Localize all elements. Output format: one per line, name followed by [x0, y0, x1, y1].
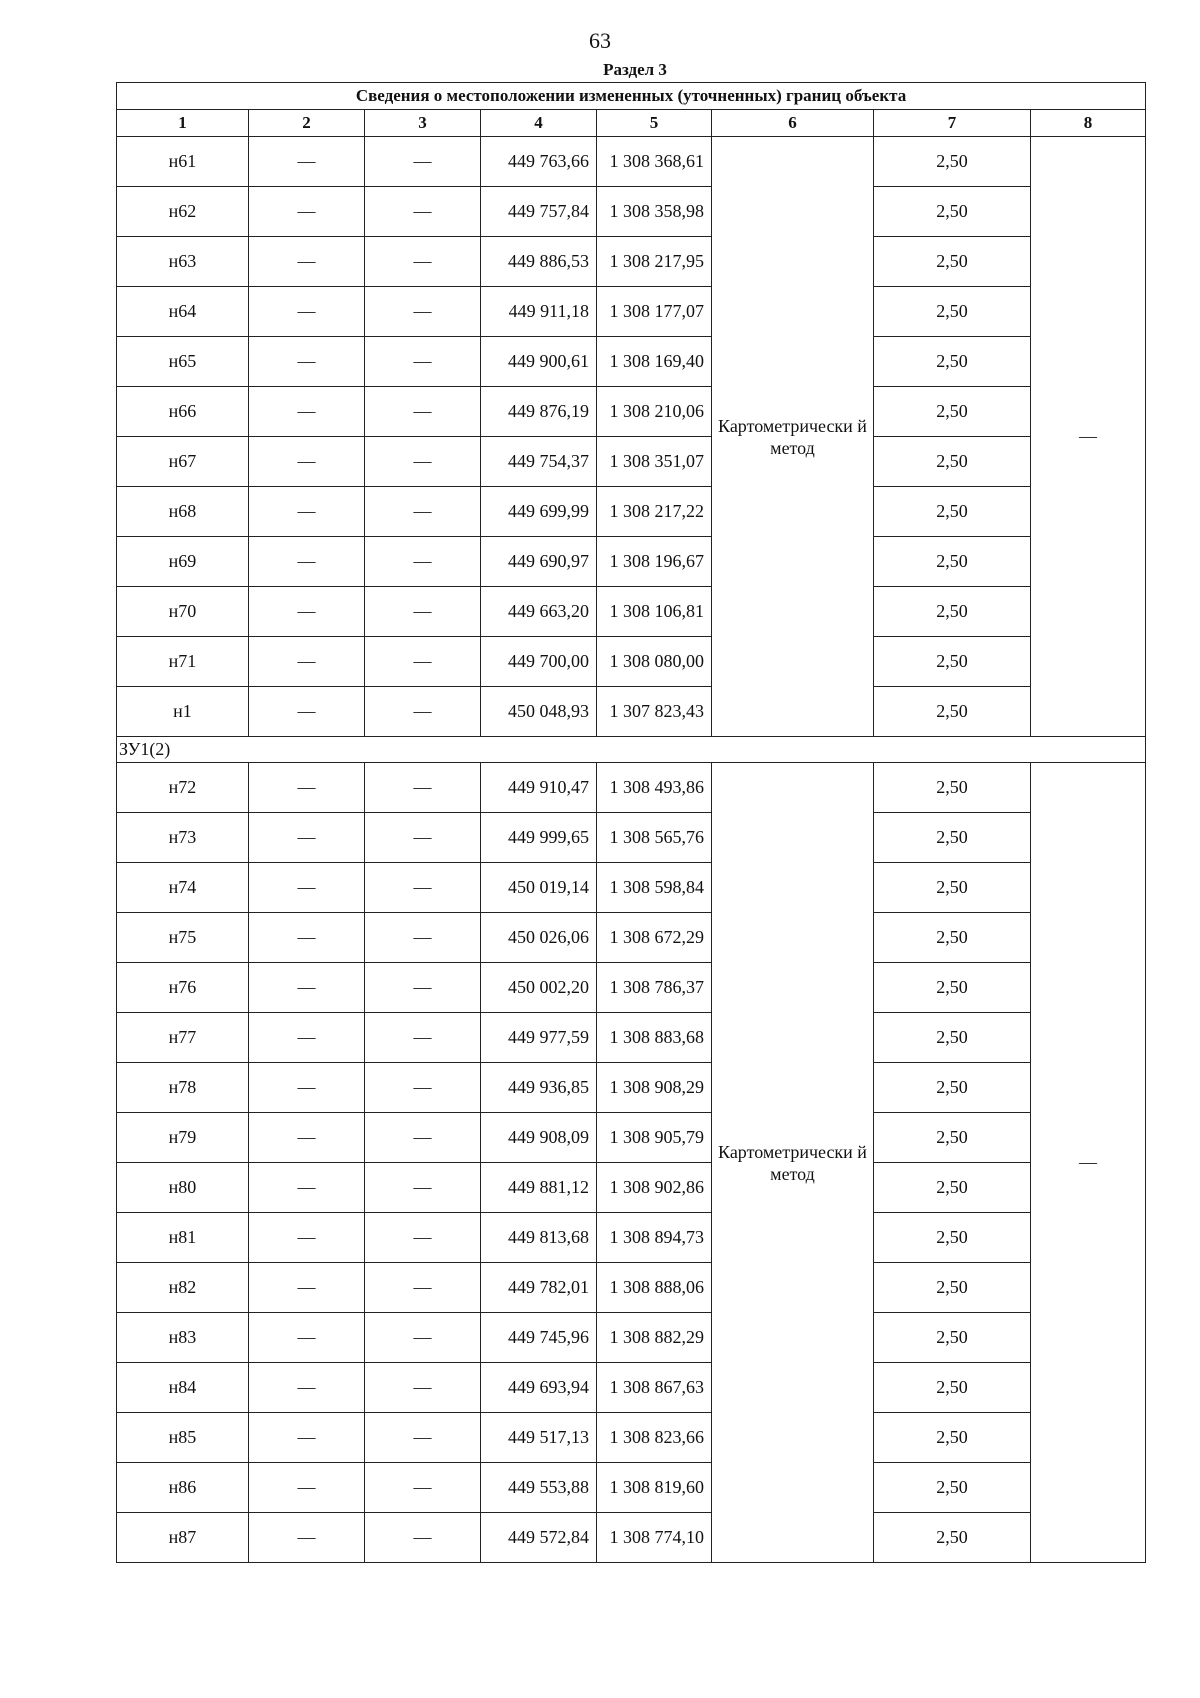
dash-cell: — — [365, 913, 481, 963]
dash-cell: — — [249, 487, 365, 537]
table-row — [117, 287, 1146, 337]
table-row — [117, 687, 1146, 737]
accuracy: 2,50 — [874, 1063, 1031, 1113]
coord-x: 449 910,47 — [481, 763, 597, 813]
coord-y: 1 308 902,86 — [597, 1163, 712, 1213]
coord-x: 449 876,19 — [481, 387, 597, 437]
dash-cell: — — [249, 1313, 365, 1363]
dash-cell: — — [365, 1113, 481, 1163]
coord-x: 449 977,59 — [481, 1013, 597, 1063]
accuracy: 2,50 — [874, 1213, 1031, 1263]
point-name: н71 — [117, 637, 249, 687]
coord-x: 449 900,61 — [481, 337, 597, 387]
coord-y: 1 308 819,60 — [597, 1463, 712, 1513]
coord-y: 1 308 598,84 — [597, 863, 712, 913]
coord-y: 1 308 774,10 — [597, 1513, 712, 1563]
accuracy: 2,50 — [874, 237, 1031, 287]
table-caption-row — [117, 83, 1146, 110]
coord-x: 449 690,97 — [481, 537, 597, 587]
dash-cell: — — [365, 137, 481, 187]
coord-y: 1 308 368,61 — [597, 137, 712, 187]
point-name: н1 — [117, 687, 249, 737]
point-name: н79 — [117, 1113, 249, 1163]
coord-x: 450 019,14 — [481, 863, 597, 913]
table-row — [117, 1363, 1146, 1413]
point-name: н84 — [117, 1363, 249, 1413]
section-title: Раздел 3 — [603, 60, 667, 79]
table-caption: Сведения о местоположении измененных (уточненных) границ объекта — [117, 83, 1146, 110]
col-header-4: 4 — [481, 110, 597, 137]
table-row — [117, 1313, 1146, 1363]
accuracy: 2,50 — [874, 1513, 1031, 1563]
coord-y: 1 308 217,95 — [597, 237, 712, 287]
accuracy: 2,50 — [874, 1113, 1031, 1163]
table-row — [117, 1263, 1146, 1313]
coord-x: 449 700,00 — [481, 637, 597, 687]
point-name: н75 — [117, 913, 249, 963]
coord-y: 1 308 351,07 — [597, 437, 712, 487]
coord-x: 449 908,09 — [481, 1113, 597, 1163]
table-row — [117, 187, 1146, 237]
dash-cell: — — [365, 437, 481, 487]
dash-cell: — — [365, 587, 481, 637]
col-header-7: 7 — [874, 110, 1031, 137]
dash-cell: — — [365, 1413, 481, 1463]
point-name: н74 — [117, 863, 249, 913]
coord-x: 450 002,20 — [481, 963, 597, 1013]
coord-x: 449 936,85 — [481, 1063, 597, 1113]
coord-y: 1 308 080,00 — [597, 637, 712, 687]
dash-cell: — — [249, 763, 365, 813]
dash-cell: — — [365, 537, 481, 587]
coord-y: 1 308 883,68 — [597, 1013, 712, 1063]
table-row — [117, 1013, 1146, 1063]
table-row — [117, 1413, 1146, 1463]
point-name: н66 — [117, 387, 249, 437]
table-row — [117, 913, 1146, 963]
coord-x: 449 745,96 — [481, 1313, 597, 1363]
point-name: н62 — [117, 187, 249, 237]
dash-cell: — — [365, 187, 481, 237]
coord-y: 1 308 106,81 — [597, 587, 712, 637]
table-header-row — [117, 110, 1146, 137]
coord-y: 1 308 565,76 — [597, 813, 712, 863]
accuracy: 2,50 — [874, 963, 1031, 1013]
dash-cell: — — [365, 1463, 481, 1513]
coord-x: 450 026,06 — [481, 913, 597, 963]
coord-x: 449 813,68 — [481, 1213, 597, 1263]
dash-cell: — — [249, 287, 365, 337]
coord-y: 1 308 177,07 — [597, 287, 712, 337]
table-row — [117, 813, 1146, 863]
coord-x: 449 754,37 — [481, 437, 597, 487]
dash-cell: — — [249, 137, 365, 187]
coord-y: 1 308 823,66 — [597, 1413, 712, 1463]
table-row — [117, 863, 1146, 913]
table-row — [117, 237, 1146, 287]
accuracy: 2,50 — [874, 813, 1031, 863]
coord-x: 449 763,66 — [481, 137, 597, 187]
point-name: н81 — [117, 1213, 249, 1263]
table-row — [117, 587, 1146, 637]
dash-cell: — — [249, 237, 365, 287]
accuracy: 2,50 — [874, 687, 1031, 737]
dash-cell: — — [249, 813, 365, 863]
dash-cell: — — [365, 1513, 481, 1563]
dash-cell: — — [249, 963, 365, 1013]
col-header-5: 5 — [597, 110, 712, 137]
coord-x: 449 693,94 — [481, 1363, 597, 1413]
coord-y: 1 308 888,06 — [597, 1263, 712, 1313]
col-header-6: 6 — [712, 110, 874, 137]
page-number: 63 — [589, 28, 611, 53]
coord-x: 449 782,01 — [481, 1263, 597, 1313]
accuracy: 2,50 — [874, 287, 1031, 337]
point-name: н64 — [117, 287, 249, 337]
dash-cell: — — [249, 1013, 365, 1063]
point-name: н87 — [117, 1513, 249, 1563]
accuracy: 2,50 — [874, 437, 1031, 487]
description-cell-1: — — [1031, 137, 1146, 737]
table-row — [117, 1513, 1146, 1563]
table-row — [117, 487, 1146, 537]
dash-cell: — — [365, 1163, 481, 1213]
dash-cell: — — [365, 763, 481, 813]
dash-cell: — — [249, 1063, 365, 1113]
dash-cell: — — [365, 637, 481, 687]
coord-x: 449 757,84 — [481, 187, 597, 237]
col-header-3: 3 — [365, 110, 481, 137]
dash-cell: — — [249, 913, 365, 963]
point-name: н76 — [117, 963, 249, 1013]
point-name: н86 — [117, 1463, 249, 1513]
point-name: н69 — [117, 537, 249, 587]
dash-cell: — — [365, 863, 481, 913]
dash-cell: — — [365, 963, 481, 1013]
dash-cell: — — [249, 1113, 365, 1163]
dash-cell: — — [365, 1013, 481, 1063]
coord-y: 1 308 358,98 — [597, 187, 712, 237]
table-row — [117, 963, 1146, 1013]
subgroup-row — [117, 737, 1146, 763]
accuracy: 2,50 — [874, 1363, 1031, 1413]
point-name: н72 — [117, 763, 249, 813]
point-name: н78 — [117, 1063, 249, 1113]
coord-y: 1 308 908,29 — [597, 1063, 712, 1113]
coord-y: 1 308 169,40 — [597, 337, 712, 387]
accuracy: 2,50 — [874, 1163, 1031, 1213]
accuracy: 2,50 — [874, 913, 1031, 963]
accuracy: 2,50 — [874, 1013, 1031, 1063]
accuracy: 2,50 — [874, 337, 1031, 387]
table-row — [117, 763, 1146, 813]
accuracy: 2,50 — [874, 137, 1031, 187]
accuracy: 2,50 — [874, 387, 1031, 437]
description-cell-2: — — [1031, 763, 1146, 1563]
dash-cell: — — [365, 487, 481, 537]
col-header-2: 2 — [249, 110, 365, 137]
point-name: н82 — [117, 1263, 249, 1313]
coord-x: 449 886,53 — [481, 237, 597, 287]
dash-cell: — — [365, 237, 481, 287]
dash-cell: — — [249, 387, 365, 437]
method-cell-1: Картометрически й метод — [712, 137, 874, 737]
point-name: н77 — [117, 1013, 249, 1063]
dash-cell: — — [365, 687, 481, 737]
coord-x: 449 517,13 — [481, 1413, 597, 1463]
coord-x: 450 048,93 — [481, 687, 597, 737]
coord-y: 1 307 823,43 — [597, 687, 712, 737]
coord-y: 1 308 210,06 — [597, 387, 712, 437]
boundary-table — [116, 82, 1146, 1563]
dash-cell: — — [249, 687, 365, 737]
coord-y: 1 308 905,79 — [597, 1113, 712, 1163]
dash-cell: — — [249, 1163, 365, 1213]
dash-cell: — — [249, 1263, 365, 1313]
dash-cell: — — [249, 537, 365, 587]
coord-y: 1 308 196,67 — [597, 537, 712, 587]
table-row — [117, 1463, 1146, 1513]
dash-cell: — — [249, 1413, 365, 1463]
coord-y: 1 308 217,22 — [597, 487, 712, 537]
coord-x: 449 663,20 — [481, 587, 597, 637]
dash-cell: — — [365, 813, 481, 863]
dash-cell: — — [365, 1213, 481, 1263]
accuracy: 2,50 — [874, 187, 1031, 237]
coord-x: 449 881,12 — [481, 1163, 597, 1213]
coord-x: 449 572,84 — [481, 1513, 597, 1563]
coord-y: 1 308 672,29 — [597, 913, 712, 963]
accuracy: 2,50 — [874, 1463, 1031, 1513]
dash-cell: — — [365, 337, 481, 387]
accuracy: 2,50 — [874, 637, 1031, 687]
dash-cell: — — [249, 437, 365, 487]
dash-cell: — — [249, 587, 365, 637]
dash-cell: — — [365, 387, 481, 437]
accuracy: 2,50 — [874, 1413, 1031, 1463]
dash-cell: — — [249, 337, 365, 387]
coord-y: 1 308 867,63 — [597, 1363, 712, 1413]
accuracy: 2,50 — [874, 1263, 1031, 1313]
dash-cell: — — [365, 287, 481, 337]
col-header-8: 8 — [1031, 110, 1146, 137]
accuracy: 2,50 — [874, 763, 1031, 813]
point-name: н70 — [117, 587, 249, 637]
table-row — [117, 437, 1146, 487]
accuracy: 2,50 — [874, 1313, 1031, 1363]
coord-y: 1 308 882,29 — [597, 1313, 712, 1363]
point-name: н80 — [117, 1163, 249, 1213]
table-row — [117, 337, 1146, 387]
dash-cell: — — [249, 1213, 365, 1263]
dash-cell: — — [249, 1463, 365, 1513]
dash-cell: — — [365, 1063, 481, 1113]
table-row — [117, 1163, 1146, 1213]
coord-x: 449 553,88 — [481, 1463, 597, 1513]
point-name: н63 — [117, 237, 249, 287]
table-row — [117, 387, 1146, 437]
table-row — [117, 137, 1146, 187]
table-row — [117, 1063, 1146, 1113]
coord-x: 449 699,99 — [481, 487, 597, 537]
point-name: н73 — [117, 813, 249, 863]
dash-cell: — — [249, 863, 365, 913]
accuracy: 2,50 — [874, 487, 1031, 537]
dash-cell: — — [365, 1313, 481, 1363]
dash-cell: — — [249, 1363, 365, 1413]
point-name: н83 — [117, 1313, 249, 1363]
coord-y: 1 308 493,86 — [597, 763, 712, 813]
subgroup-label: ЗУ1(2) — [117, 737, 1146, 763]
col-header-1: 1 — [117, 110, 249, 137]
coord-x: 449 999,65 — [481, 813, 597, 863]
coord-y: 1 308 786,37 — [597, 963, 712, 1013]
table-row — [117, 1113, 1146, 1163]
point-name: н61 — [117, 137, 249, 187]
dash-cell: — — [249, 1513, 365, 1563]
point-name: н65 — [117, 337, 249, 387]
dash-cell: — — [249, 187, 365, 237]
table-row — [117, 637, 1146, 687]
coord-y: 1 308 894,73 — [597, 1213, 712, 1263]
point-name: н67 — [117, 437, 249, 487]
coord-x: 449 911,18 — [481, 287, 597, 337]
point-name: н85 — [117, 1413, 249, 1463]
dash-cell: — — [365, 1363, 481, 1413]
accuracy: 2,50 — [874, 537, 1031, 587]
dash-cell: — — [249, 637, 365, 687]
method-cell-2: Картометрически й метод — [712, 763, 874, 1563]
dash-cell: — — [365, 1263, 481, 1313]
accuracy: 2,50 — [874, 587, 1031, 637]
table-row — [117, 1213, 1146, 1263]
accuracy: 2,50 — [874, 863, 1031, 913]
table-row — [117, 537, 1146, 587]
point-name: н68 — [117, 487, 249, 537]
